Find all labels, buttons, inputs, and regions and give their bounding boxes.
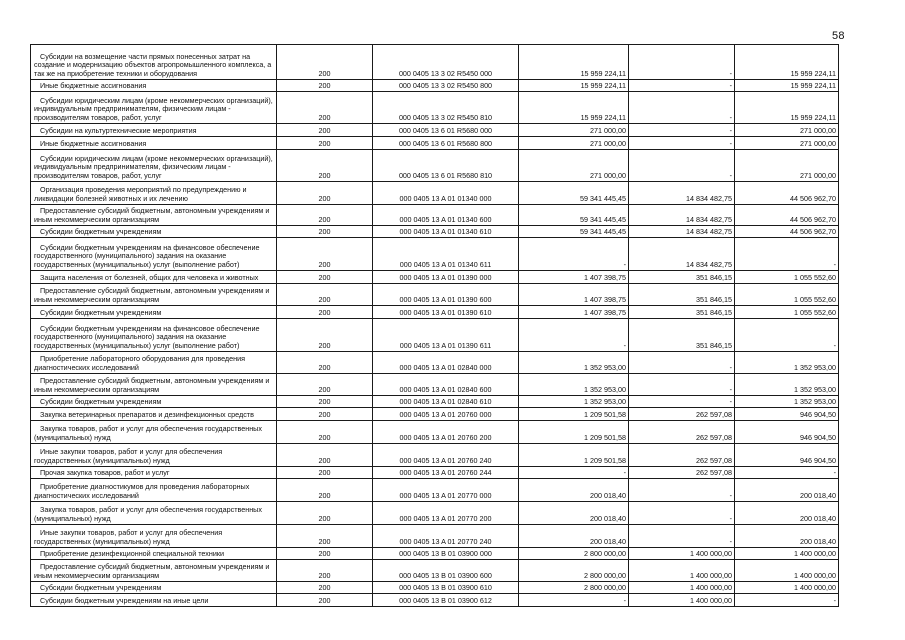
row-value-2: 351 846,15 — [629, 319, 735, 352]
row-value-3: 200 018,40 — [735, 479, 839, 502]
row-value-3: 200 018,40 — [735, 525, 839, 548]
table-row — [31, 319, 839, 352]
row-value-2: - — [629, 80, 735, 92]
row-name: Субсидии бюджетным учреждениям — [31, 582, 277, 594]
row-value-2: - — [629, 396, 735, 408]
row-value-3: 1 400 000,00 — [735, 560, 839, 582]
row-name: Субсидии бюджетным учреждениям на иные цели — [31, 594, 277, 607]
row-value-2: 1 400 000,00 — [629, 582, 735, 594]
row-budget-code: 000 0405 13 B 01 03900 612 — [373, 594, 519, 607]
row-name: Закупка товаров, работ и услуг для обеспечения государственных (муниципальных) нужд — [31, 421, 277, 444]
row-value-3: 1 352 953,00 — [735, 396, 839, 408]
row-value-1: 1 352 953,00 — [519, 374, 629, 396]
table-row — [31, 238, 839, 271]
table-row — [31, 150, 839, 182]
table-row — [31, 205, 839, 226]
row-admin-code: 200 — [277, 548, 373, 560]
row-value-3: - — [735, 467, 839, 479]
row-name: Предоставление субсидий бюджетным, автономным учреждениям и иным некоммерческим организациям — [31, 374, 277, 396]
row-budget-code: 000 0405 13 6 01 R5680 800 — [373, 137, 519, 150]
table-row — [31, 124, 839, 137]
row-value-3: 1 055 552,60 — [735, 306, 839, 319]
row-admin-code: 200 — [277, 226, 373, 238]
row-name: Приобретение диагностикумов для проведения лабораторных диагностических исследований — [31, 479, 277, 502]
row-value-2: 14 834 482,75 — [629, 182, 735, 205]
row-value-1: - — [519, 238, 629, 271]
table-row — [31, 444, 839, 467]
row-name: Защита населения от болезней, общих для человека и животных — [31, 271, 277, 284]
table-row — [31, 421, 839, 444]
row-value-1: 271 000,00 — [519, 150, 629, 182]
row-admin-code: 200 — [277, 502, 373, 525]
row-budget-code: 000 0405 13 A 01 02840 600 — [373, 374, 519, 396]
row-value-2: 14 834 482,75 — [629, 238, 735, 271]
row-name: Субсидии бюджетным учреждениям на финансовое обеспечение государственного (муниципального) задания на оказание государственных (муниципальных) услуг (выполнение работ) — [31, 319, 277, 352]
table-row — [31, 467, 839, 479]
row-value-2: - — [629, 92, 735, 124]
row-value-1: 2 800 000,00 — [519, 582, 629, 594]
table-row — [31, 594, 839, 607]
row-admin-code: 200 — [277, 92, 373, 124]
row-value-2: - — [629, 137, 735, 150]
row-value-3: 44 506 962,70 — [735, 182, 839, 205]
row-budget-code: 000 0405 13 6 01 R5680 810 — [373, 150, 519, 182]
row-budget-code: 000 0405 13 3 02 R5450 000 — [373, 45, 519, 80]
table-row — [31, 548, 839, 560]
table-row — [31, 45, 839, 80]
row-name: Иные бюджетные ассигнования — [31, 80, 277, 92]
row-budget-code: 000 0405 13 A 01 01390 611 — [373, 319, 519, 352]
row-value-1: 1 407 398,75 — [519, 271, 629, 284]
row-admin-code: 200 — [277, 421, 373, 444]
table-row — [31, 137, 839, 150]
row-name: Субсидии юридическим лицам (кроме некоммерческих организаций), индивидуальным предпринимателям, физическим лицам - производителям товаров, работ, услуг — [31, 150, 277, 182]
row-admin-code: 200 — [277, 479, 373, 502]
row-budget-code: 000 0405 13 A 01 20770 000 — [373, 479, 519, 502]
row-admin-code: 200 — [277, 525, 373, 548]
row-name: Предоставление субсидий бюджетным, автономным учреждениям и иным некоммерческим организациям — [31, 284, 277, 306]
row-name: Субсидии бюджетным учреждениям на финансовое обеспечение государственного (муниципального) задания на оказание государственных (муниципальных) услуг (выполнение работ) — [31, 238, 277, 271]
row-admin-code: 200 — [277, 80, 373, 92]
table-row — [31, 560, 839, 582]
row-name: Закупка товаров, работ и услуг для обеспечения государственных (муниципальных) нужд — [31, 502, 277, 525]
table-row — [31, 582, 839, 594]
row-name: Субсидии бюджетным учреждениям — [31, 396, 277, 408]
row-admin-code: 200 — [277, 271, 373, 284]
row-value-1: 15 959 224,11 — [519, 45, 629, 80]
row-budget-code: 000 0405 13 A 01 01390 600 — [373, 284, 519, 306]
row-value-2: 262 597,08 — [629, 467, 735, 479]
table-row — [31, 80, 839, 92]
row-value-2: 351 846,15 — [629, 271, 735, 284]
table-row — [31, 284, 839, 306]
row-value-2: - — [629, 374, 735, 396]
page-number: 58 — [832, 30, 845, 42]
row-admin-code: 200 — [277, 45, 373, 80]
row-budget-code: 000 0405 13 A 01 20760 240 — [373, 444, 519, 467]
row-value-1: 15 959 224,11 — [519, 80, 629, 92]
row-value-1: 271 000,00 — [519, 124, 629, 137]
row-name: Приобретение дезинфекционной специальной техники — [31, 548, 277, 560]
row-value-1: 2 800 000,00 — [519, 548, 629, 560]
row-name: Закупка ветеринарных препаратов и дезинфекционных средств — [31, 408, 277, 421]
row-admin-code: 200 — [277, 124, 373, 137]
row-admin-code: 200 — [277, 238, 373, 271]
row-value-3: 1 055 552,60 — [735, 271, 839, 284]
row-budget-code: 000 0405 13 3 02 R5450 810 — [373, 92, 519, 124]
row-value-1: 1 407 398,75 — [519, 306, 629, 319]
row-value-3: 271 000,00 — [735, 124, 839, 137]
row-value-1: 59 341 445,45 — [519, 205, 629, 226]
row-budget-code: 000 0405 13 B 01 03900 610 — [373, 582, 519, 594]
table-row — [31, 408, 839, 421]
row-value-2: - — [629, 124, 735, 137]
row-value-3: 1 352 953,00 — [735, 374, 839, 396]
row-value-1: - — [519, 594, 629, 607]
table-row — [31, 525, 839, 548]
row-admin-code: 200 — [277, 319, 373, 352]
row-admin-code: 200 — [277, 284, 373, 306]
row-budget-code: 000 0405 13 A 01 20770 240 — [373, 525, 519, 548]
row-value-2: - — [629, 45, 735, 80]
row-budget-code: 000 0405 13 6 01 R5680 000 — [373, 124, 519, 137]
row-value-3: 1 400 000,00 — [735, 548, 839, 560]
budget-table — [30, 44, 839, 607]
row-value-1: 200 018,40 — [519, 479, 629, 502]
row-value-3: 200 018,40 — [735, 502, 839, 525]
table-row — [31, 374, 839, 396]
row-budget-code: 000 0405 13 3 02 R5450 800 — [373, 80, 519, 92]
row-name: Субсидии на возмещение части прямых понесенных затрат на создание и модернизацию объектов агропромышленного комплекса, а так же на приобретение техники и оборудования — [31, 45, 277, 80]
row-value-1: - — [519, 467, 629, 479]
row-admin-code: 200 — [277, 352, 373, 374]
row-value-1: 1 352 953,00 — [519, 396, 629, 408]
row-admin-code: 200 — [277, 182, 373, 205]
row-admin-code: 200 — [277, 582, 373, 594]
row-value-1: 1 407 398,75 — [519, 284, 629, 306]
row-budget-code: 000 0405 13 A 01 01390 610 — [373, 306, 519, 319]
row-budget-code: 000 0405 13 A 01 20760 200 — [373, 421, 519, 444]
row-admin-code: 200 — [277, 306, 373, 319]
row-admin-code: 200 — [277, 150, 373, 182]
row-value-3: 946 904,50 — [735, 408, 839, 421]
row-admin-code: 200 — [277, 467, 373, 479]
row-admin-code: 200 — [277, 560, 373, 582]
row-value-2: - — [629, 525, 735, 548]
row-budget-code: 000 0405 13 A 01 02840 000 — [373, 352, 519, 374]
row-value-2: 262 597,08 — [629, 444, 735, 467]
row-value-3: 1 352 953,00 — [735, 352, 839, 374]
row-name: Субсидии бюджетным учреждениям — [31, 306, 277, 319]
row-value-3: 1 400 000,00 — [735, 582, 839, 594]
table-row — [31, 92, 839, 124]
row-budget-code: 000 0405 13 B 01 03900 000 — [373, 548, 519, 560]
row-admin-code: 200 — [277, 205, 373, 226]
row-value-3: 15 959 224,11 — [735, 80, 839, 92]
row-value-2: - — [629, 479, 735, 502]
row-name: Предоставление субсидий бюджетным, автономным учреждениям и иным некоммерческим организациям — [31, 560, 277, 582]
row-value-3: 271 000,00 — [735, 150, 839, 182]
row-name: Субсидии бюджетным учреждениям — [31, 226, 277, 238]
row-admin-code: 200 — [277, 396, 373, 408]
row-value-2: 262 597,08 — [629, 421, 735, 444]
row-value-3: 15 959 224,11 — [735, 45, 839, 80]
table-row — [31, 396, 839, 408]
row-name: Субсидии юридическим лицам (кроме некоммерческих организаций), индивидуальным предпринимателям, физическим лицам - производителям товаров, работ, услуг — [31, 92, 277, 124]
row-budget-code: 000 0405 13 A 01 01340 000 — [373, 182, 519, 205]
row-value-1: 2 800 000,00 — [519, 560, 629, 582]
row-value-1: 1 209 501,58 — [519, 444, 629, 467]
row-value-2: 1 400 000,00 — [629, 594, 735, 607]
row-budget-code: 000 0405 13 A 01 01340 600 — [373, 205, 519, 226]
row-value-3: 271 000,00 — [735, 137, 839, 150]
table-row — [31, 502, 839, 525]
row-value-1: 271 000,00 — [519, 137, 629, 150]
row-value-2: 1 400 000,00 — [629, 548, 735, 560]
row-admin-code: 200 — [277, 137, 373, 150]
row-name: Приобретение лабораторного оборудования для проведения диагностических исследований — [31, 352, 277, 374]
row-value-3: 15 959 224,11 — [735, 92, 839, 124]
row-name: Предоставление субсидий бюджетным, автономным учреждениям и иным некоммерческим организациям — [31, 205, 277, 226]
row-value-1: 1 209 501,58 — [519, 408, 629, 421]
row-value-1: 200 018,40 — [519, 502, 629, 525]
row-value-1: - — [519, 319, 629, 352]
table-row — [31, 226, 839, 238]
row-name: Иные закупки товаров, работ и услуг для обеспечения государственных (муниципальных) нужд — [31, 444, 277, 467]
row-value-1: 59 341 445,45 — [519, 182, 629, 205]
row-value-2: - — [629, 352, 735, 374]
table-row — [31, 271, 839, 284]
row-budget-code: 000 0405 13 A 01 20760 000 — [373, 408, 519, 421]
row-budget-code: 000 0405 13 A 01 20770 200 — [373, 502, 519, 525]
row-value-1: 59 341 445,45 — [519, 226, 629, 238]
table-row — [31, 352, 839, 374]
table-body — [31, 45, 839, 607]
row-admin-code: 200 — [277, 444, 373, 467]
row-value-2: 14 834 482,75 — [629, 226, 735, 238]
row-name: Субсидии на культуртехнические мероприятия — [31, 124, 277, 137]
row-budget-code: 000 0405 13 A 01 20760 244 — [373, 467, 519, 479]
row-value-2: 351 846,15 — [629, 306, 735, 319]
row-value-1: 200 018,40 — [519, 525, 629, 548]
row-name: Иные бюджетные ассигнования — [31, 137, 277, 150]
row-value-3: - — [735, 238, 839, 271]
row-admin-code: 200 — [277, 408, 373, 421]
row-value-2: - — [629, 502, 735, 525]
row-budget-code: 000 0405 13 A 01 01340 610 — [373, 226, 519, 238]
row-value-2: 262 597,08 — [629, 408, 735, 421]
row-value-3: 1 055 552,60 — [735, 284, 839, 306]
row-value-1: 15 959 224,11 — [519, 92, 629, 124]
row-value-3: 946 904,50 — [735, 421, 839, 444]
row-admin-code: 200 — [277, 374, 373, 396]
row-name: Организация проведения мероприятий по предупреждению и ликвидации болезней животных и их лечению — [31, 182, 277, 205]
row-value-2: 14 834 482,75 — [629, 205, 735, 226]
row-value-3: 44 506 962,70 — [735, 226, 839, 238]
row-value-2: - — [629, 150, 735, 182]
row-value-2: 1 400 000,00 — [629, 560, 735, 582]
row-name: Иные закупки товаров, работ и услуг для обеспечения государственных (муниципальных) нужд — [31, 525, 277, 548]
row-value-2: 351 846,15 — [629, 284, 735, 306]
row-budget-code: 000 0405 13 B 01 03900 600 — [373, 560, 519, 582]
row-value-1: 1 209 501,58 — [519, 421, 629, 444]
row-budget-code: 000 0405 13 A 01 01340 611 — [373, 238, 519, 271]
row-value-3: 44 506 962,70 — [735, 205, 839, 226]
row-admin-code: 200 — [277, 594, 373, 607]
table-row — [31, 182, 839, 205]
row-value-1: 1 352 953,00 — [519, 352, 629, 374]
row-budget-code: 000 0405 13 A 01 02840 610 — [373, 396, 519, 408]
row-name: Прочая закупка товаров, работ и услуг — [31, 467, 277, 479]
row-value-3: - — [735, 594, 839, 607]
row-budget-code: 000 0405 13 A 01 01390 000 — [373, 271, 519, 284]
row-value-3: 946 904,50 — [735, 444, 839, 467]
row-value-3: - — [735, 319, 839, 352]
table-row — [31, 306, 839, 319]
table-row — [31, 479, 839, 502]
